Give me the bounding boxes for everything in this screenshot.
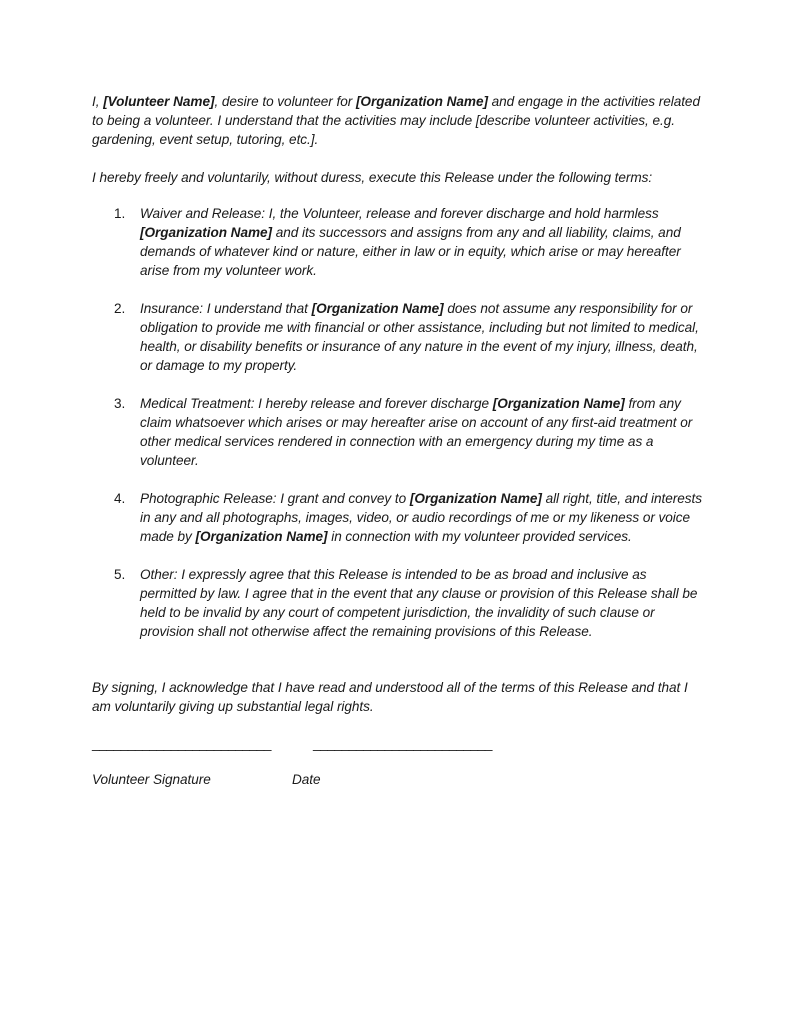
organization-name-placeholder: [Organization Name] bbox=[409, 491, 542, 506]
term-number: 5. bbox=[114, 567, 126, 582]
intro-paragraph bbox=[92, 92, 704, 149]
term-text: Waiver and Release: I, the Volunteer, release and forever discharge and hold harmless bbox=[140, 206, 659, 221]
organization-name-placeholder: [Organization Name] bbox=[140, 225, 272, 240]
volunteer-signature-label: Volunteer Signature bbox=[92, 772, 211, 787]
term-text: all right, title, and interests in any and all photographs, images, video, or audio recordings of me or my likeness or voice made by bbox=[140, 491, 702, 544]
term-text: Insurance: I understand that bbox=[140, 301, 312, 316]
term-item-insurance bbox=[92, 299, 704, 375]
terms-intro-paragraph: I hereby freely and voluntarily, without duress, execute this Release under the following terms: bbox=[92, 170, 653, 185]
intro-text-middle: , desire to volunteer for bbox=[214, 94, 356, 109]
term-item-photographic bbox=[92, 489, 704, 546]
organization-name-placeholder: [Organization Name] bbox=[492, 396, 625, 411]
acknowledgement-paragraph: By signing, I acknowledge that I have read and understood all of the terms of this Release and that I am voluntarily giving up substantial legal rights. bbox=[92, 680, 688, 714]
term-number: 4. bbox=[114, 491, 126, 506]
term-number: 3. bbox=[114, 396, 126, 411]
organization-name-placeholder: [Organization Name] bbox=[355, 94, 488, 109]
terms-list bbox=[92, 204, 704, 660]
intro-text-end: and engage in the activities related to being a volunteer. I understand that the activities may include [describe volunteer activities, e.g. gardening, event setup, tutoring, etc.]. bbox=[92, 94, 700, 147]
intro-text-start: I, bbox=[92, 94, 104, 109]
term-number: 2. bbox=[114, 301, 126, 316]
term-item-other bbox=[92, 565, 704, 641]
term-text: Photographic Release: I grant and convey to bbox=[140, 491, 410, 506]
term-item-waiver bbox=[92, 204, 704, 280]
term-text: Other: I expressly agree that this Release is intended to be as broad and inclusive as permitted by law. I agree that in the event that any clause or provision of this Release shall be held to be invalid by any court of competent jurisdiction, the invalidity of such clause or provision shall not otherwise affect the remaining provisions of this Release. bbox=[140, 567, 698, 639]
signature-line: _________________________ bbox=[92, 736, 272, 751]
date-label: Date bbox=[292, 772, 321, 787]
term-text: in connection with my volunteer provided services. bbox=[327, 529, 632, 544]
volunteer-name-placeholder: [Volunteer Name] bbox=[103, 94, 215, 109]
term-number: 1. bbox=[114, 206, 126, 221]
organization-name-placeholder: [Organization Name] bbox=[311, 301, 444, 316]
organization-name-placeholder: [Organization Name] bbox=[195, 529, 328, 544]
term-text: and its successors and assigns from any and all liability, claims, and demands of whatever kind or nature, either in law or in equity, which arise or may hereafter arise from my volunteer work. bbox=[140, 225, 681, 278]
date-line: _________________________ bbox=[313, 736, 493, 751]
term-text: does not assume any responsibility for or obligation to provide me with financial or other assistance, including but not limited to medical, health, or disability benefits or insurance of any nature in the event of my injury, illness, death, or damage to my property. bbox=[140, 301, 699, 373]
term-item-medical bbox=[92, 394, 704, 470]
term-text: Medical Treatment: I hereby release and forever discharge bbox=[140, 396, 493, 411]
term-text: from any claim whatsoever which arises or may hereafter arise on account of any first-aid treatment or other medical services rendered in connection with an emergency during my time as a volunteer. bbox=[140, 396, 693, 468]
